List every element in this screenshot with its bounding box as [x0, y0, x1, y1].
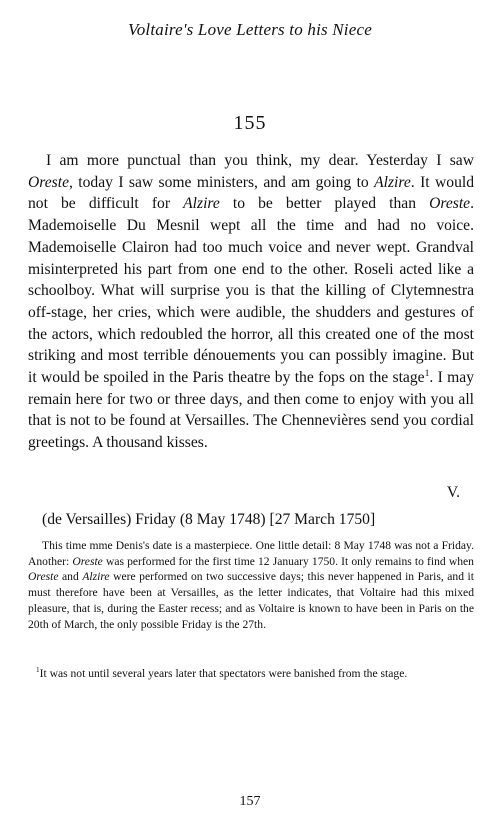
footnote: [28, 666, 474, 682]
footnote-marker: 1: [36, 666, 40, 675]
letter-number: 155: [233, 112, 267, 134]
play-title-oreste: Oreste: [429, 195, 471, 213]
letter-text: . I may remain here for two or three days, and then come to enjoy with you all that is not to be found at Versailles. The Chennevières send you cordial greetings. A thousand kisses.: [28, 369, 474, 452]
note-text: This time mme Denis's date is a masterpiece. One little detail: 8 May 1748 was not a Friday. Another:: [28, 539, 474, 568]
footnote-paragraph: [28, 666, 474, 682]
letter-text: I am more punctual than you think, my dear. Yesterday I saw: [46, 152, 474, 169]
play-title-alzire: Alzire: [374, 173, 411, 191]
letter-body: [28, 150, 474, 454]
play-title-alzire: Alzire: [82, 570, 110, 584]
footnote-text: It was not until several years later that spectators were banished from the stage.: [39, 667, 408, 680]
note-text: was performed for the first time 12 January 1750. It only remains to find when: [102, 554, 474, 568]
running-head: Voltaire's Love Letters to his Niece: [128, 20, 372, 39]
letter-paragraph: [28, 150, 474, 454]
play-title-alzire: Alzire: [183, 195, 220, 213]
footnote-reference: 1: [424, 367, 430, 379]
letter-text: . Mademoiselle Du Mesnil wept all the time and had no voice. Mademoiselle Clairon had too much voice and never wept. Grandval misinterpreted his part from one end to the other. Roseli acted like a schoolboy. What will surprise you is that the killing of Clytemnestra off-stage, her cries, which were audible, the shudders and gestures of the actors, which redoubled the horror, all this created one of the most striking and most terrible dénouements you can possibly imagine. But it would be spoiled in the Paris theatre by the fops on the stage: [28, 195, 475, 387]
letter-text: , today I saw some ministers, and am going to: [69, 173, 375, 191]
play-title-oreste: Oreste: [28, 570, 59, 584]
play-title-oreste: Oreste: [72, 554, 103, 568]
letter-text: to be better played than: [219, 195, 430, 213]
note-text: were performed on two successive days; this never happened in Paris, and it must therefore have been at Versailles, as the letter indicates, that Voltaire had this mixed pleasure, that is, during the Easter recess; and as Voltaire is known to have been in Paris on the 20th of March, the only possible Friday is the 27th.: [28, 570, 474, 631]
editor-note-paragraph: [28, 538, 474, 632]
editor-note: [28, 538, 474, 632]
note-text: and: [58, 570, 83, 584]
play-title-oreste: Oreste: [28, 173, 69, 191]
signature: V.: [446, 484, 460, 501]
dateline: (de Versailles) Friday (8 May 1748) [27 March 1750]: [42, 511, 376, 528]
page-number: 157: [239, 794, 261, 809]
letter-text: . It would not be difficult for: [28, 173, 474, 213]
